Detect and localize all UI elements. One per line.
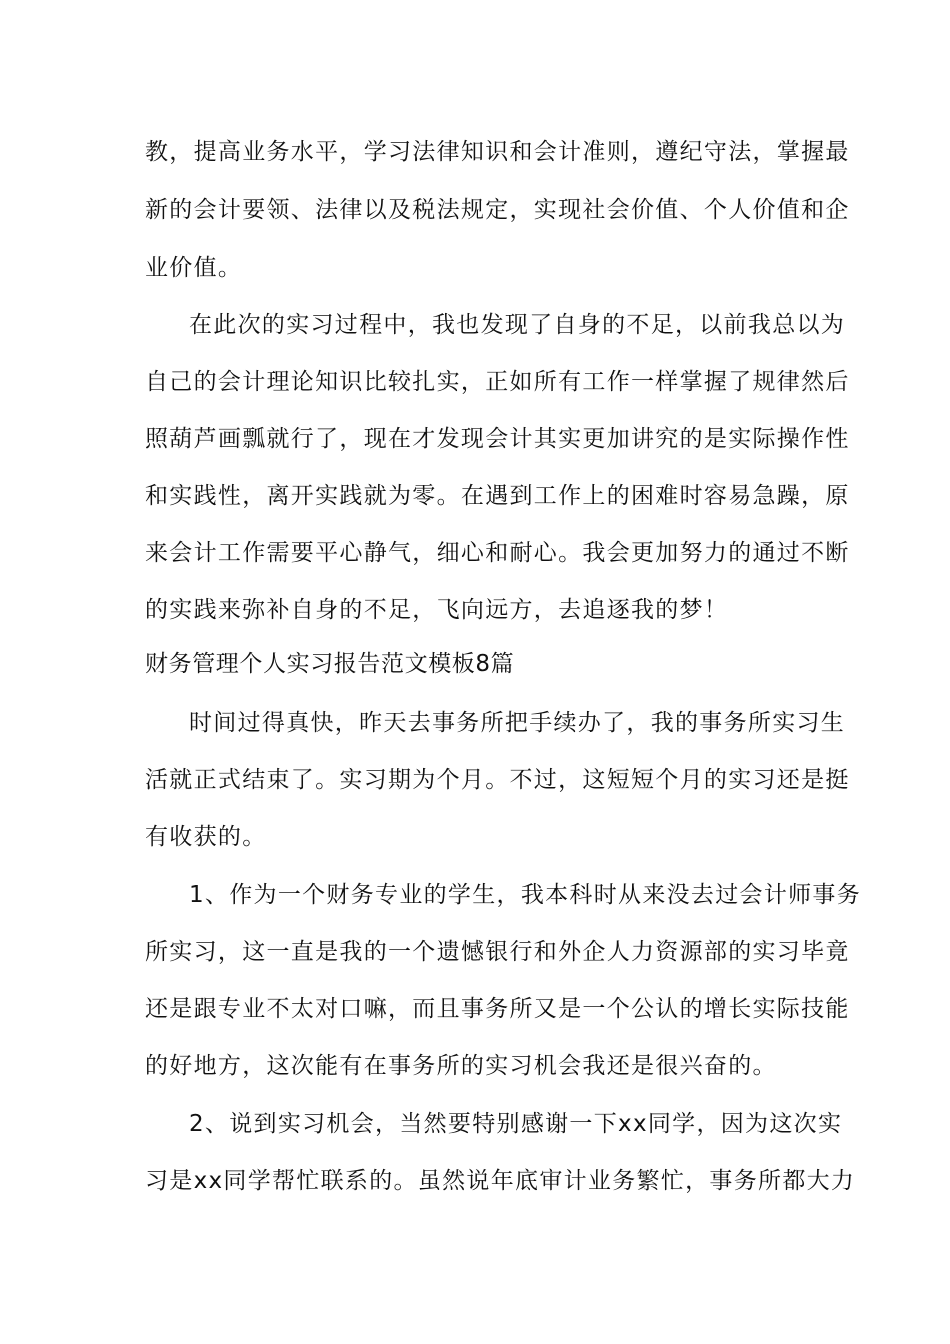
text-line-4: 在此次的实习过程中，我也发现了自身的不足，以前我总以为 bbox=[189, 312, 846, 338]
text-line-18: 习是xx同学帮忙联系的。虽然说年底审计业务繁忙，事务所都大力 bbox=[145, 1168, 856, 1194]
text-line-6: 照葫芦画瓢就行了，现在才发现会计其实更加讲究的是实际操作性 bbox=[145, 426, 850, 452]
text-line-9: 的实践来弥补自身的不足，飞向远方，去追逐我的梦！ bbox=[145, 597, 729, 623]
text-line-7: 和实践性，离开实践就为零。在遇到工作上的困难时容易急躁，原 bbox=[145, 483, 850, 509]
text-line-5: 自己的会计理论知识比较扎实，正如所有工作一样掌握了规律然后 bbox=[145, 369, 850, 395]
text-line-17: 2、说到实习机会，当然要特别感谢一下xx同学，因为这次实 bbox=[189, 1111, 843, 1137]
text-line-2: 新的会计要领、法律以及税法规定，实现社会价值、个人价值和企 bbox=[145, 197, 850, 223]
text-line-11: 活就正式结束了。实习期为个月。不过，这短短个月的实习还是挺 bbox=[145, 767, 850, 793]
text-line-10: 时间过得真快，昨天去事务所把手续办了，我的事务所实习生 bbox=[189, 710, 846, 736]
text-line-12: 有收获的。 bbox=[145, 824, 267, 850]
text-line-1: 教，提高业务水平，学习法律知识和会计准则，遵纪守法，掌握最 bbox=[145, 139, 850, 165]
text-line-13: 1、作为一个财务专业的学生，我本科时从来没去过会计师事务 bbox=[189, 882, 862, 908]
text-line-16: 的好地方，这次能有在事务所的实习机会我还是很兴奋的。 bbox=[145, 1053, 777, 1079]
text-line-14: 所实习，这一直是我的一个遗憾银行和外企人力资源部的实习毕竟 bbox=[145, 939, 850, 965]
text-line-3: 业价值。 bbox=[145, 255, 243, 281]
text-line-8: 来会计工作需要平心静气，细心和耐心。我会更加努力的通过不断 bbox=[145, 540, 850, 566]
text-line-15: 还是跟专业不太对口嘛，而且事务所又是一个公认的增长实际技能 bbox=[145, 996, 850, 1022]
section-heading: 财务管理个人实习报告范文模板8篇 bbox=[145, 651, 515, 677]
